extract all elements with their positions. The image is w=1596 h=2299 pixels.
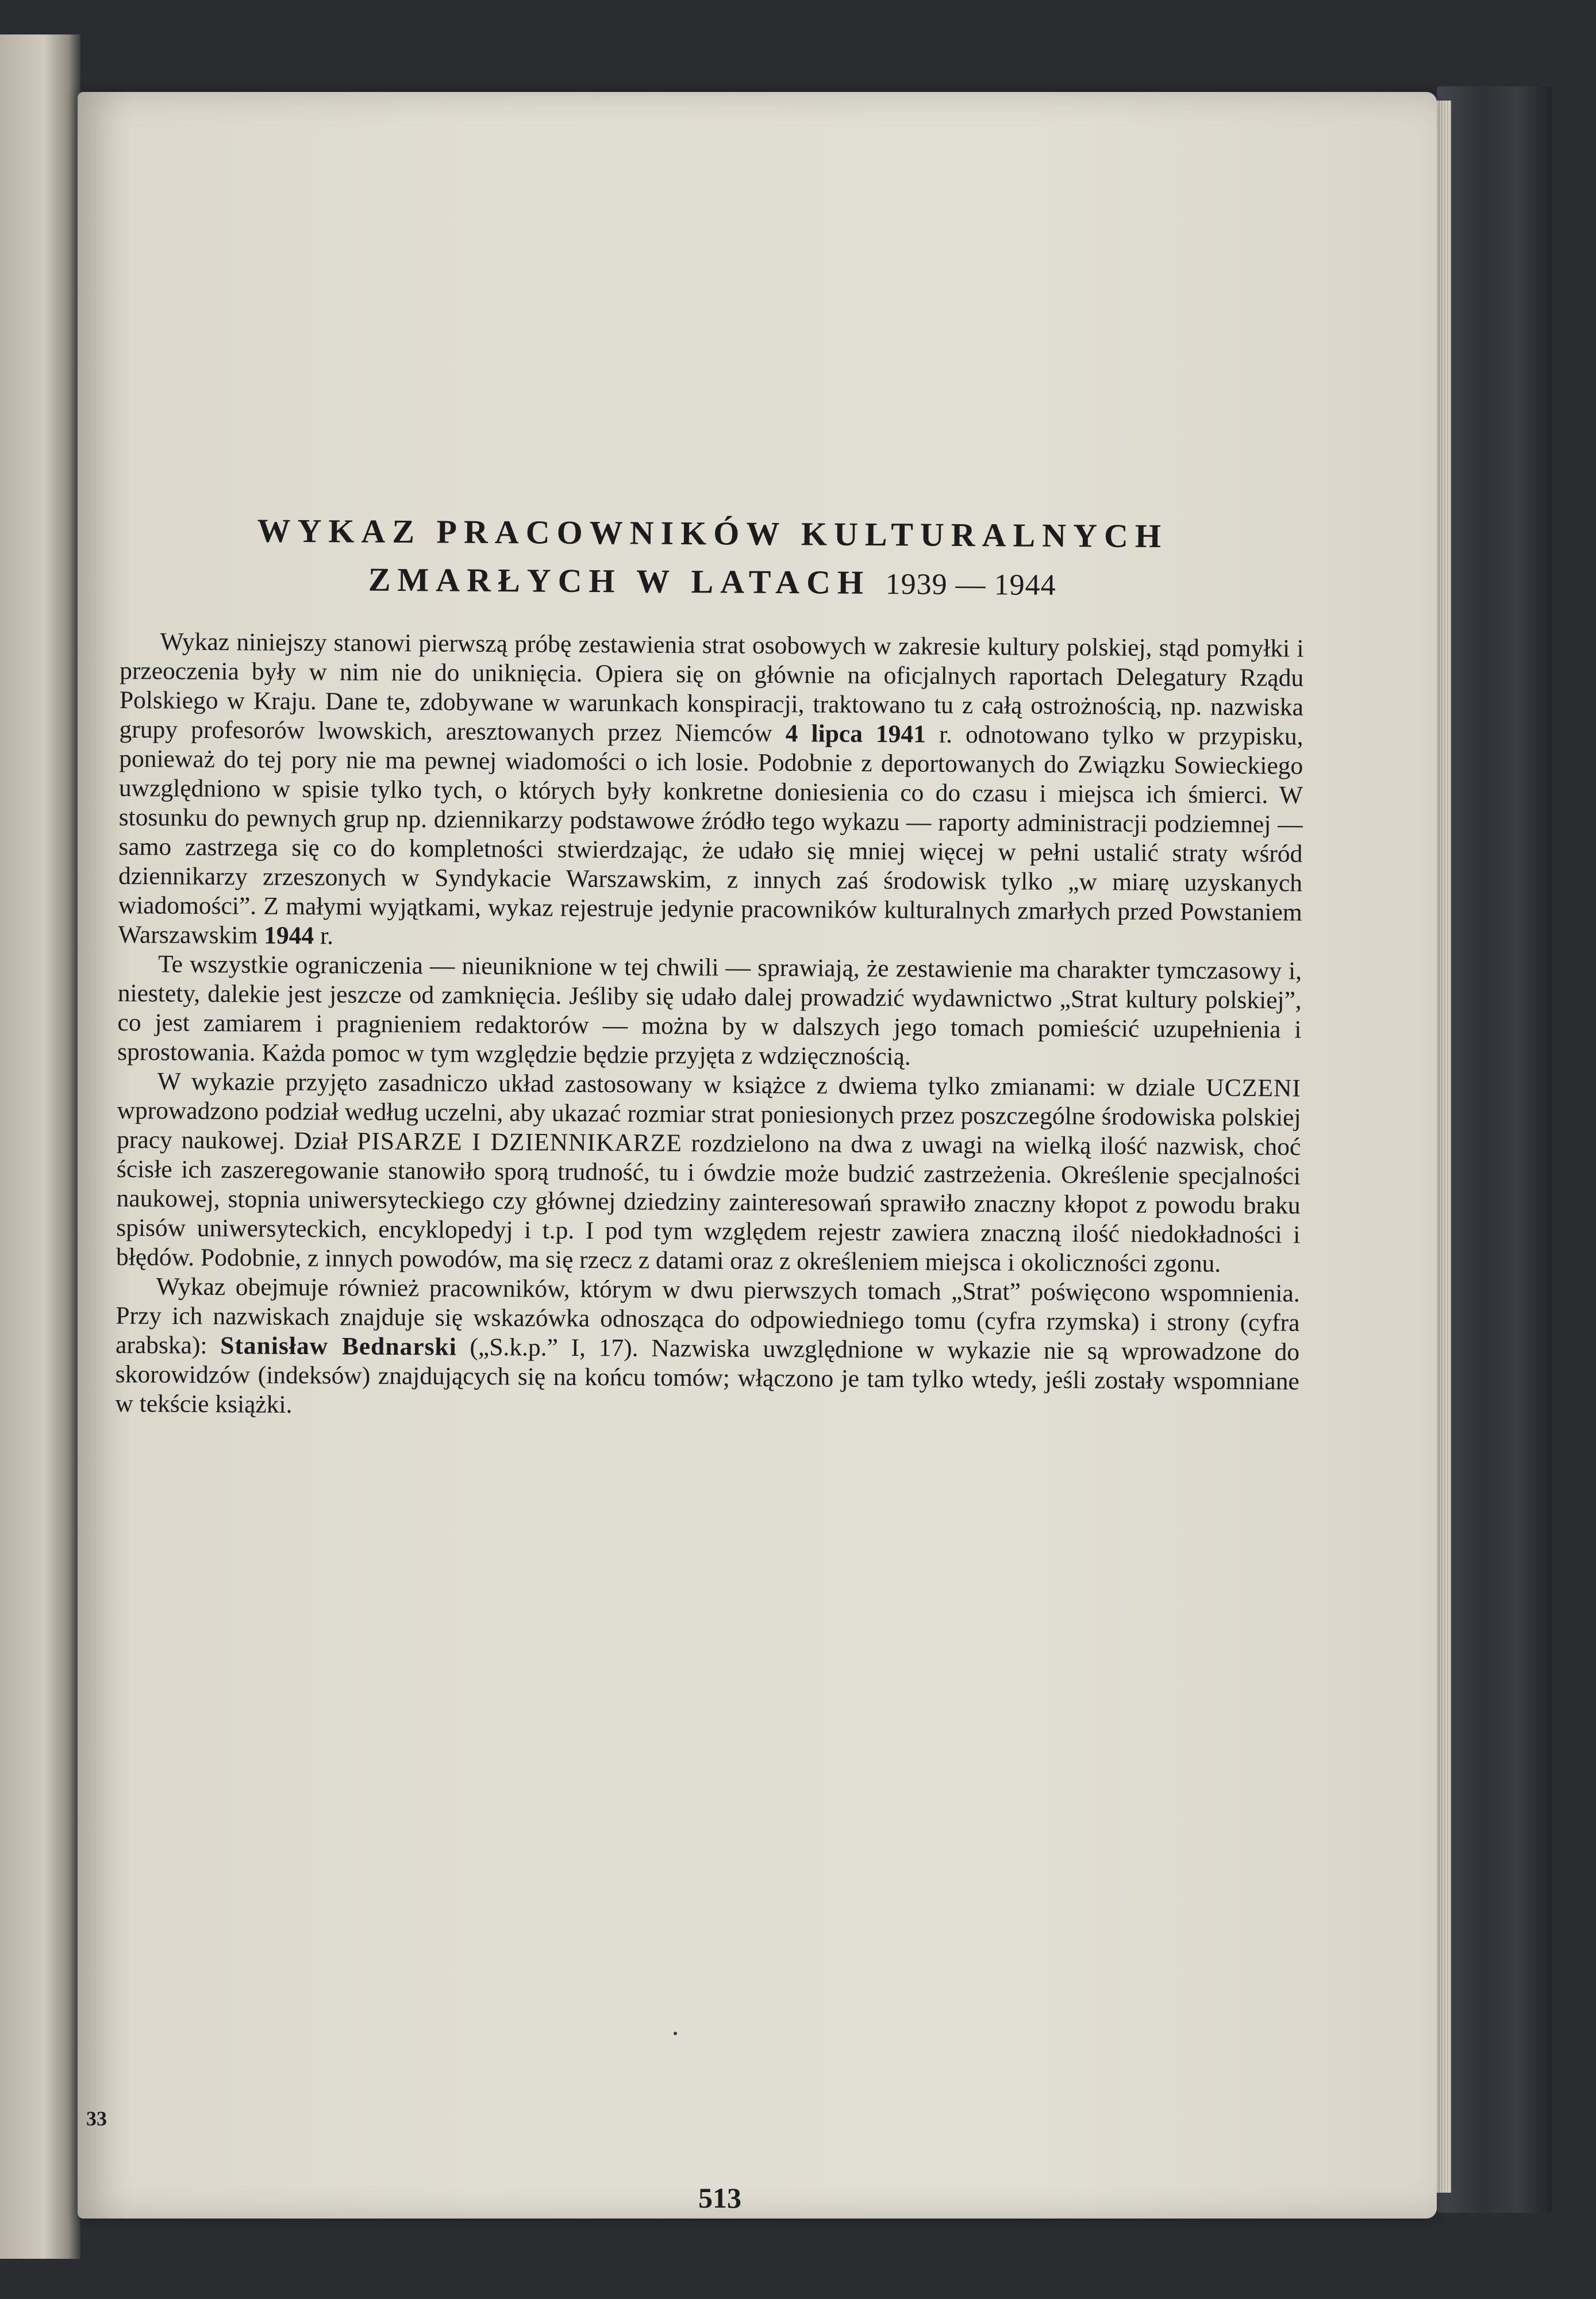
section-name-uczeni: UCZENI: [1206, 1074, 1301, 1102]
paragraph-3: [116, 1067, 1301, 1279]
title-line-1: WYKAZ PRACOWNIKÓW KULTURALNYCH: [257, 512, 1168, 555]
page-number: 513: [698, 2182, 741, 2214]
page-title: [120, 506, 1305, 612]
title-line-2: ZMARŁYCH W LATACH: [368, 560, 871, 601]
section-name-pisarze: PISARZE I DZIENNIKARZE: [357, 1127, 683, 1157]
paragraph-1: [118, 627, 1303, 957]
paragraph-1-date: 4 lipca 1941: [785, 720, 926, 748]
ink-speck: [674, 2032, 677, 2035]
left-page-edge: [0, 34, 80, 2259]
paragraph-3-text-c: rozdzielono na dwa z uwagi na wielką ilość nazwisk, choć ścisłe ich zaszeregowanie stanowiło sporą trudność, tu i ówdzie może budzić zastrzeżenia. Określenie specjalności naukowej, stopnia uniwersyteckiego czy głównej dziedziny zainteresowań sprawiło znaczny kłopot z powodu braku spisów uniwersyteckich, encyklopedyj i t.p. I pod tym względem rejestr zawiera znaczną ilość niedokładności i błędów. Podobnie, z innych powodów, ma się rzecz z datami oraz z określeniem miejsca i okoliczności zgonu.: [116, 1129, 1301, 1278]
paragraph-4-text-a: Wykaz obejmuje również pracowników, którym w dwu pierwszych tomach „Strat” poświęcono wspomnienia. Przy ich nazwiskach znajduje się wskazówka odnosząca do odpowiedniego tomu (cyfra rzymska) i strony (cyfra arabska):: [115, 1272, 1300, 1360]
paragraph-3-text-b: wprowadzono podział według uczelni, aby ukazać rozmiar strat poniesionych przez poszczególne środowiska polskiej pracy naukowej. Dział: [117, 1096, 1301, 1155]
body-text: [115, 627, 1303, 1426]
paragraph-1-text-a: Wykaz niniejszy stanowi pierwszą próbę zestawienia strat osobowych w zakresie kultury polskiej, stąd pomyłki i przeoczenia były w nim nie do uniknięcia. Opiera się on głównie na oficjalnych raportach Delegatury Rządu Polskiego w Kraju. Dane te, zdobywane w warunkach konspiracji, traktowano tu z całą ostrożnością, np. nazwiska grupy profesorów lwowskich, aresztowanych przez Niemców: [119, 628, 1304, 748]
paragraph-4-text-b: („S.k.p.” I, 17). Nazwiska uwzględnione w wykazie nie są wprowadzone do skorowidzów (indeksów) znajdujących się na końcu tomów; włączono je tam tylko wtedy, jeśli zostały wspomniane w tekście książki.: [115, 1333, 1300, 1418]
paragraph-4: [115, 1272, 1300, 1426]
title-years: 1939 — 1944: [885, 568, 1056, 602]
page-content: [115, 506, 1305, 1426]
paragraph-1-year: 1944: [264, 921, 314, 950]
paragraph-3-text-a: W wykazie przyjęto zasadniczo układ zastosowany w książce z dwiema tylko zmianami: w dziale: [157, 1067, 1206, 1102]
paragraph-1-text-b: r. odnotowano tylko w przypisku, ponieważ do tej pory nie ma pewnej wiadomości o ich losie. Podobnie z deportowanych do Związku Sowieckiego uwzględniono w spisie tylko tych, o których były konkretne doniesienia co do czasu i miejsca ich śmierci. W stosunku do pewnych grup np. dziennikarzy podstawowe źródło tego wykazu — raporty administracji podziemnej — samo zastrzega się co do kompletności stwierdzając, że udało się mniej więcej w pełni ustalić straty wśród dziennikarzy zrzeszonych w Syndykacie Warszawskim, z innych zaś środowisk tylko „w miarę uzyskanych wiadomości”. Z małymi wyjątkami, wykaz rejestruje jedynie pracowników kulturalnych zmarłych przed Powstaniem Warszawskim: [118, 720, 1303, 949]
example-name: Stanisław Bednarski: [220, 1332, 457, 1361]
paragraph-1-text-c: r.: [314, 922, 334, 950]
signature-mark: 33: [86, 2107, 107, 2130]
book-cover: [1437, 86, 1552, 2213]
paragraph-2: Te wszystkie ograniczenia — nieuniknione w tej chwili — sprawiają, że zestawienie ma charakter tymczasowy i, niestety, dalekie jest jeszcze od zamknięcia. Jeśliby się udało dalej prowadzić wydawnictwo „Strat kultury polskiej”, co jest zamiarem i pragnieniem redaktorów — można by w dalszych jego tomach pomieścić uzupełnienia i sprostowania. Każda pomoc w tym względzie będzie przyjęta z wdzięcznością.: [117, 950, 1302, 1071]
